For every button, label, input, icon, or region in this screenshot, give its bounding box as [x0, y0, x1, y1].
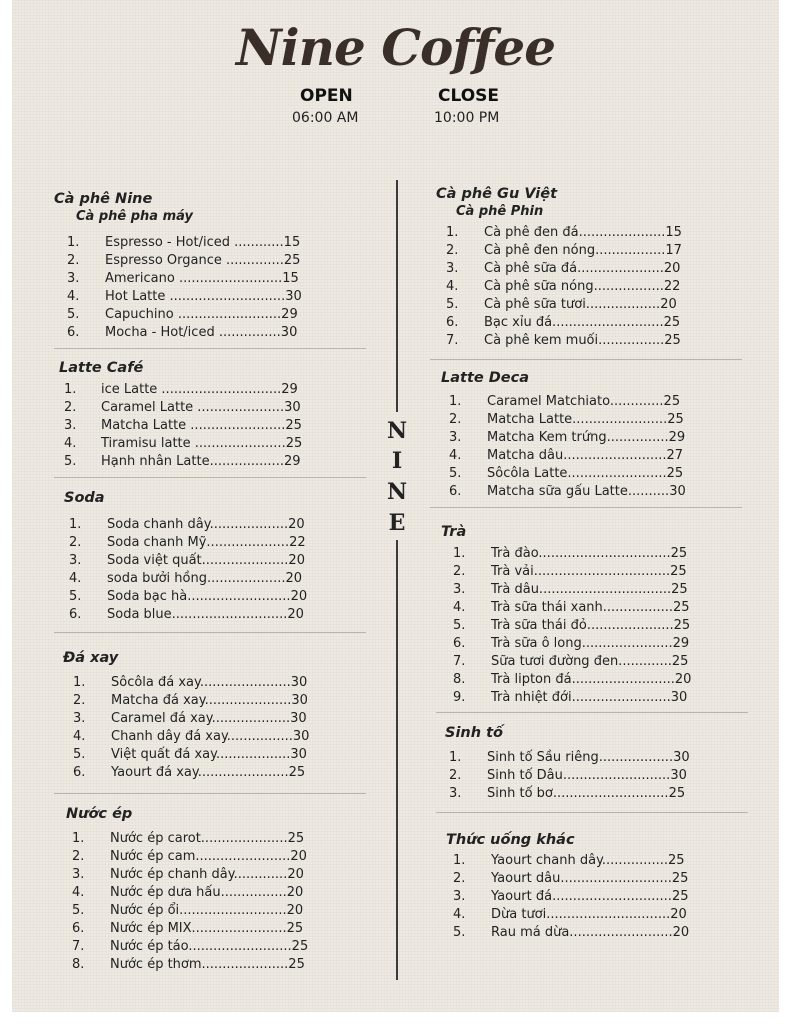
menu-item: 4. Tiramisu latte ......................25 [64, 436, 303, 451]
item-list [67, 234, 302, 342]
menu-item: 6. Nước ép MIX.......................25 [72, 921, 304, 936]
section-title: Trà [441, 524, 467, 540]
menu-item: 5. Rau má dừa.........................20 [453, 925, 690, 940]
menu-item: 2. Caramel Latte .....................30 [64, 400, 301, 415]
menu-item: 2. Cà phê đen nóng.................17 [446, 243, 682, 258]
section-title: Sinh tố [445, 725, 503, 741]
menu-item: 5. Việt quất đá xay..................30 [73, 747, 307, 762]
open-time: 06:00 AM [292, 110, 359, 126]
section-nuoc-ep [66, 806, 308, 974]
section-separator [54, 348, 366, 349]
menu-item: 4. Trà sữa thái xanh.................25 [453, 600, 690, 615]
section-sinh-to [445, 725, 690, 803]
item-list [73, 674, 309, 782]
section-separator [54, 477, 366, 478]
menu-item: 3. Nước ép chanh dây.............20 [72, 867, 304, 882]
menu-item: 1. Espresso - Hot/iced ............15 [67, 235, 301, 250]
menu-item: 2. Yaourt dâu...........................25 [453, 871, 689, 886]
menu-item: 2. Espresso Organce ..............25 [67, 253, 301, 268]
open-label: OPEN [300, 86, 353, 106]
menu-item: 6. Bạc xỉu đá...........................25 [446, 315, 681, 330]
close-label: CLOSE [438, 86, 500, 106]
item-list [64, 381, 302, 471]
menu-item: 1. Caramel Matchiato.............25 [449, 394, 681, 409]
menu-item: 1. Sôcôla đá xay......................30 [73, 675, 308, 690]
center-divider-bottom [396, 540, 398, 980]
menu-item: 1. Trà đào................................25 [453, 546, 688, 561]
divider-letter: N [386, 418, 408, 444]
menu-item: 5. Cà phê sữa tươi..................20 [446, 297, 677, 312]
menu-item: 4. Nước ép dưa hấu................20 [72, 885, 304, 900]
menu-item: 4. soda bưởi hồng...................20 [69, 571, 303, 586]
section-title: Cà phê Gu Việt [436, 186, 558, 202]
section-separator [430, 507, 742, 508]
menu-item: 5. Capuchino .........................29 [67, 307, 298, 322]
menu-item: 2. Matcha Latte.......................25 [449, 412, 684, 427]
section-da-xay [63, 650, 309, 782]
menu-item: 2. Sinh tố Dâu..........................30 [449, 768, 687, 783]
menu-item: 1. Cà phê đen đá.....................15 [446, 225, 682, 240]
menu-item: 5. Trà sữa thái đỏ.....................25 [453, 618, 691, 633]
item-list [72, 830, 308, 974]
section-title: Latte Café [59, 360, 144, 376]
menu-item: 6. Mocha - Hot/iced ...............30 [67, 325, 298, 340]
section-soda [64, 490, 307, 624]
section-thuc-uong-khac [446, 832, 689, 942]
divider-letter: I [391, 448, 403, 474]
menu-item: 5. Hạnh nhân Latte..................29 [64, 454, 301, 469]
menu-item: 7. Sữa tươi đường đen.............25 [453, 654, 689, 669]
menu-item: 3. Soda việt quất.....................20 [69, 553, 305, 568]
menu-item: 4. Matcha dâu.........................27 [449, 448, 684, 463]
menu-item: 1. ice Latte .............................29 [64, 382, 298, 397]
menu-item: 6. Trà sữa ô long......................29 [453, 636, 690, 651]
menu-item: 3. Sinh tố bơ............................25 [449, 786, 686, 801]
menu-item: 1. Sinh tố Sầu riêng..................30 [449, 750, 690, 765]
section-ca-phe-gu-viet [436, 186, 682, 350]
menu-item: 1. Soda chanh dây...................20 [69, 517, 305, 532]
item-list [453, 852, 689, 942]
menu-item: 5. Nước ép ổi..........................20 [72, 903, 304, 918]
menu-item: 7. Nước ép táo.........................25 [72, 939, 309, 954]
section-title: Latte Deca [441, 370, 530, 386]
item-list [69, 516, 307, 624]
menu-item: 1. Nước ép carot.....................25 [72, 831, 305, 846]
menu-item: 2. Nước ép cam.......................20 [72, 849, 307, 864]
menu-item: 4. Dừa tươi..............................20 [453, 907, 687, 922]
menu-item: 3. Yaourt đá.............................25 [453, 889, 689, 904]
center-divider-top [396, 180, 398, 412]
section-latte-deca [441, 370, 686, 501]
section-tra [441, 524, 691, 707]
section-title: Soda [64, 490, 105, 506]
section-separator [436, 812, 748, 813]
menu-item: 7. Cà phê kem muối................25 [446, 333, 681, 348]
menu-item: 6. Soda blue............................20 [69, 607, 304, 622]
item-list [453, 545, 691, 707]
close-time: 10:00 PM [434, 110, 500, 126]
section-separator [430, 359, 742, 360]
section-title: Cà phê Nine [54, 191, 153, 207]
menu-item: 3. Matcha Kem trứng...............29 [449, 430, 686, 445]
menu-item: 5. Soda bạc hà.........................20 [69, 589, 308, 604]
divider-letter: E [388, 510, 406, 536]
item-list [449, 393, 686, 501]
menu-item: 6. Matcha sữa gấu Latte..........30 [449, 484, 686, 499]
menu-item: 1. Yaourt chanh dây................25 [453, 853, 685, 868]
section-subtitle: Cà phê Phin [456, 204, 544, 219]
menu-item: 4. Cà phê sữa nóng.................22 [446, 279, 681, 294]
menu-item: 2. Soda chanh Mỹ....................22 [69, 535, 306, 550]
menu-item: 5. Sôcôla Latte........................25 [449, 466, 684, 481]
section-latte-cafe [59, 360, 302, 471]
menu-item: 3. Trà dâu................................25 [453, 582, 688, 597]
menu-item: 3. Matcha Latte .......................25 [64, 418, 302, 433]
menu-item: 3. Americano .........................15 [67, 271, 299, 286]
section-ca-phe-nine [54, 191, 302, 342]
section-title: Đá xay [63, 650, 119, 666]
section-separator [54, 793, 366, 794]
section-title: Nước ép [66, 806, 133, 822]
section-separator [436, 712, 748, 713]
menu-title: Nine Coffee [235, 18, 556, 77]
menu-item: 4. Hot Latte ............................30 [67, 289, 302, 304]
menu-item: 9. Trà nhiệt đới........................30 [453, 690, 688, 705]
item-list [446, 224, 682, 350]
menu-item: 2. Matcha đá xay.....................30 [73, 693, 308, 708]
section-subtitle: Cà phê pha máy [76, 209, 193, 224]
section-separator [54, 632, 366, 633]
menu-item: 3. Cà phê sữa đá.....................20 [446, 261, 681, 276]
menu-item: 6. Yaourt đá xay......................25 [73, 765, 306, 780]
menu-item: 2. Trà vải.................................25 [453, 564, 687, 579]
section-title: Thức uống khác [446, 832, 575, 848]
menu-item: 4. Chanh dây đá xay................30 [73, 729, 310, 744]
menu-item: 3. Caramel đá xay...................30 [73, 711, 307, 726]
item-list [449, 749, 690, 803]
divider-letter: N [386, 479, 408, 505]
menu-item: 8. Nước ép thơm.....................25 [72, 957, 305, 972]
menu-item: 8. Trà lipton đá.........................20 [453, 672, 692, 687]
